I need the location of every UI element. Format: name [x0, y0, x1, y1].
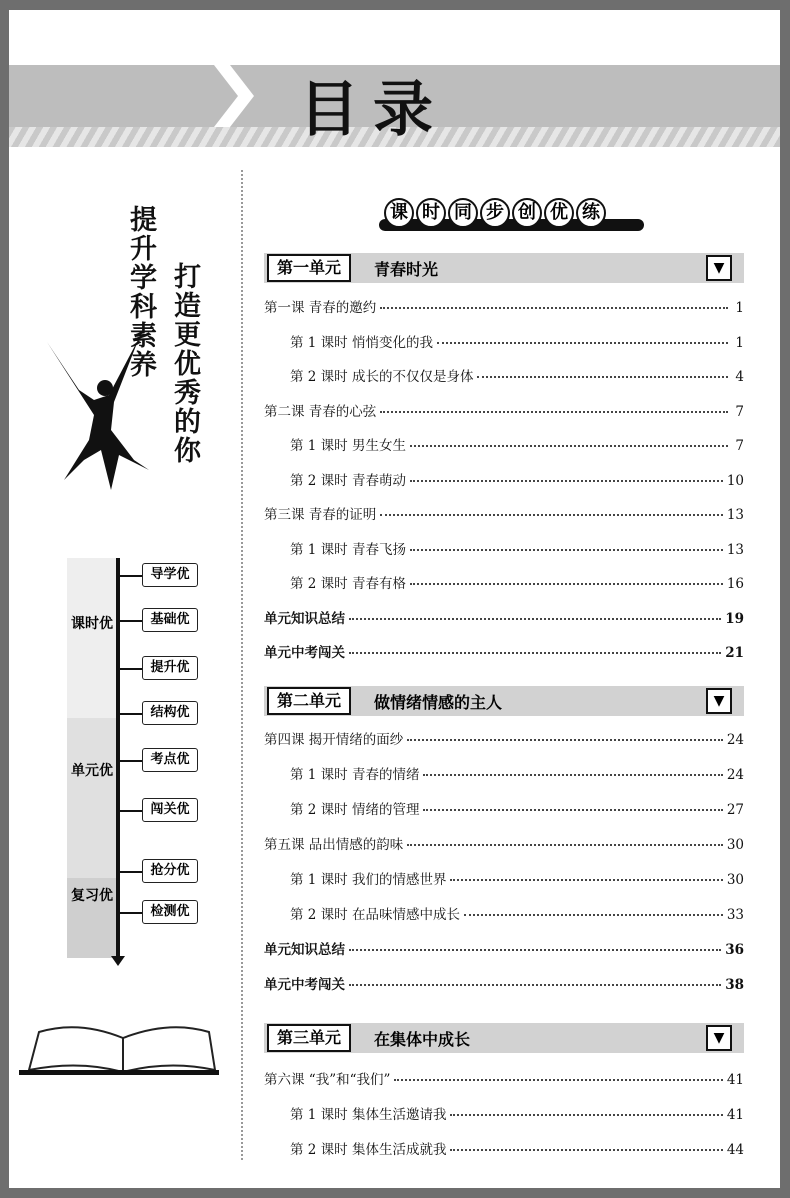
leader-dots	[380, 307, 728, 309]
entry-label: 第 2 课时 青春萌动	[290, 472, 406, 489]
chevron-down-icon: ▼	[706, 688, 732, 714]
timeline-arrow-icon	[111, 956, 125, 966]
page-title: 目录	[299, 75, 447, 145]
entry-label: 第 1 课时 青春飞扬	[290, 541, 406, 558]
section-title-char: 课	[384, 198, 414, 228]
toc-entry[interactable]	[290, 434, 744, 454]
toc-entry[interactable]	[264, 833, 744, 853]
page-number: 41	[726, 1072, 744, 1088]
unit-header[interactable]	[264, 253, 744, 283]
leader-dots	[450, 1149, 722, 1151]
toc-entry[interactable]	[290, 1138, 744, 1158]
unit-header[interactable]	[264, 1023, 744, 1053]
page-number: 36	[725, 942, 744, 958]
toc-entry[interactable]	[290, 903, 744, 923]
section-title-char: 练	[576, 198, 606, 228]
toc-entry[interactable]	[290, 331, 744, 351]
timeline-line	[116, 558, 120, 960]
timeline-connector	[118, 810, 142, 822]
page-number: 7	[735, 403, 744, 420]
leader-dots	[380, 411, 728, 413]
leader-dots	[394, 1079, 722, 1081]
timeline-item: 考点优	[142, 748, 198, 772]
timeline-item: 抢分优	[142, 859, 198, 883]
timeline-connector	[118, 713, 142, 725]
timeline-connector	[118, 760, 142, 772]
page-number: 10	[726, 472, 744, 489]
slogan-1: 提升学科素养	[125, 205, 156, 379]
timeline-item: 结构优	[142, 701, 198, 725]
unit-name: 在集体中成长	[374, 1030, 471, 1049]
timeline-category: 单元优	[71, 763, 113, 779]
leader-dots	[410, 480, 723, 482]
entry-label: 第三课 青春的证明	[264, 507, 377, 523]
leader-dots	[410, 549, 723, 551]
unit-name: 青春时光	[374, 260, 439, 279]
timeline-item: 闯关优	[142, 798, 198, 822]
toc-entry[interactable]	[290, 763, 744, 783]
timeline-connector	[118, 871, 142, 883]
toc-entry[interactable]	[290, 868, 744, 888]
toc-entry[interactable]	[264, 728, 744, 748]
page-number: 13	[726, 507, 744, 523]
unit-number: 第二单元	[267, 687, 351, 715]
timeline-item: 提升优	[142, 656, 198, 680]
page-number: 44	[726, 1142, 744, 1158]
page-number: 30	[726, 837, 744, 853]
section-title-char: 同	[448, 198, 478, 228]
timeline-category: 复习优	[71, 888, 113, 904]
entry-label: 第 2 课时 青春有格	[290, 576, 406, 592]
page-number: 24	[726, 767, 744, 783]
page-number: 41	[726, 1107, 744, 1123]
page-number: 21	[725, 645, 744, 661]
page-number: 30	[726, 872, 744, 888]
unit-name: 做情绪情感的主人	[374, 693, 503, 712]
leader-dots	[423, 774, 722, 776]
entry-label: 第六课 “我”和“我们”	[264, 1072, 391, 1088]
entry-label: 单元知识总结	[264, 942, 345, 958]
section-title-char: 步	[480, 198, 510, 228]
chevron-down-icon: ▼	[706, 255, 732, 281]
page-number: 1	[735, 334, 744, 351]
entry-label: 第 1 课时 男生女生	[290, 438, 406, 454]
entry-label: 第 2 课时 情绪的管理	[290, 802, 420, 818]
open-book-icon	[19, 1020, 219, 1080]
toc-entry[interactable]	[264, 1068, 744, 1088]
column-divider	[241, 170, 243, 1160]
entry-label: 第 2 课时 在品味情感中成长	[290, 907, 460, 923]
timeline-item: 导学优	[142, 563, 198, 587]
section-title	[384, 198, 606, 228]
page-number: 24	[726, 732, 744, 748]
timeline-connector	[118, 575, 142, 587]
entry-label: 第 1 课时 我们的情感世界	[290, 872, 447, 888]
unit-header[interactable]	[264, 686, 744, 716]
toc-entry[interactable]	[264, 973, 744, 993]
page-number: 4	[735, 369, 744, 385]
entry-label: 第一课 青春的邀约	[264, 300, 377, 316]
timeline-category: 课时优	[71, 616, 113, 632]
entry-label: 第四课 揭开情绪的面纱	[264, 732, 404, 748]
section-title-char: 优	[544, 198, 574, 228]
leader-dots	[349, 618, 721, 620]
entry-label: 单元中考闯关	[264, 645, 345, 661]
toc-entry[interactable]	[290, 1103, 744, 1123]
toc-entry[interactable]	[264, 503, 744, 523]
entry-label: 单元中考闯关	[264, 977, 345, 993]
entry-label: 第 1 课时 青春的情绪	[290, 767, 420, 783]
jumping-figure-icon	[39, 330, 159, 500]
entry-label: 第 2 课时 集体生活成就我	[290, 1142, 447, 1158]
leader-dots	[349, 984, 721, 986]
leader-dots	[464, 914, 723, 916]
section-title-char: 创	[512, 198, 542, 228]
page-number: 33	[726, 907, 744, 923]
toc-entry[interactable]	[290, 798, 744, 818]
timeline-connector	[118, 620, 142, 632]
entry-label: 单元知识总结	[264, 610, 345, 627]
entry-label: 第 1 课时 悄悄变化的我	[290, 334, 433, 351]
unit-number: 第一单元	[267, 254, 351, 282]
toc-entry[interactable]	[290, 538, 744, 558]
toc-entry[interactable]	[290, 572, 744, 592]
chevron-down-icon: ▼	[706, 1025, 732, 1051]
toc-entry[interactable]	[290, 469, 744, 489]
timeline-connector	[118, 912, 142, 924]
slogan-2: 打造更优秀的你	[169, 262, 200, 465]
page-number: 1	[735, 300, 744, 316]
leader-dots	[437, 342, 728, 344]
page-number: 27	[726, 802, 744, 818]
page-number: 16	[726, 576, 744, 592]
toc-entry[interactable]	[264, 296, 744, 316]
page-number: 13	[726, 541, 744, 558]
toc-entry[interactable]	[264, 938, 744, 958]
toc-entry[interactable]	[264, 400, 744, 420]
page-number: 7	[735, 438, 744, 454]
leader-dots	[349, 949, 721, 951]
toc-entry[interactable]	[264, 607, 744, 627]
leader-dots	[407, 739, 723, 741]
leader-dots	[410, 583, 723, 585]
leader-dots	[477, 376, 728, 378]
leader-dots	[450, 1114, 722, 1116]
leader-dots	[349, 652, 721, 654]
section-title-char: 时	[416, 198, 446, 228]
leader-dots	[450, 879, 722, 881]
leader-dots	[380, 514, 723, 516]
timeline-connector	[118, 668, 142, 680]
timeline-item: 检测优	[142, 900, 198, 924]
entry-label: 第 2 课时 成长的不仅仅是身体	[290, 369, 474, 385]
leader-dots	[423, 809, 722, 811]
toc-entry[interactable]	[290, 365, 744, 385]
leader-dots	[407, 844, 723, 846]
timeline-item: 基础优	[142, 608, 198, 632]
leader-dots	[410, 445, 728, 447]
page-number: 38	[725, 977, 744, 993]
entry-label: 第 1 课时 集体生活邀请我	[290, 1107, 447, 1123]
toc-page	[9, 10, 780, 1188]
entry-label: 第五课 品出情感的韵味	[264, 837, 404, 853]
entry-label: 第二课 青春的心弦	[264, 403, 377, 420]
unit-number: 第三单元	[267, 1024, 351, 1052]
toc-entry[interactable]	[264, 641, 744, 661]
page-number: 19	[725, 610, 744, 627]
